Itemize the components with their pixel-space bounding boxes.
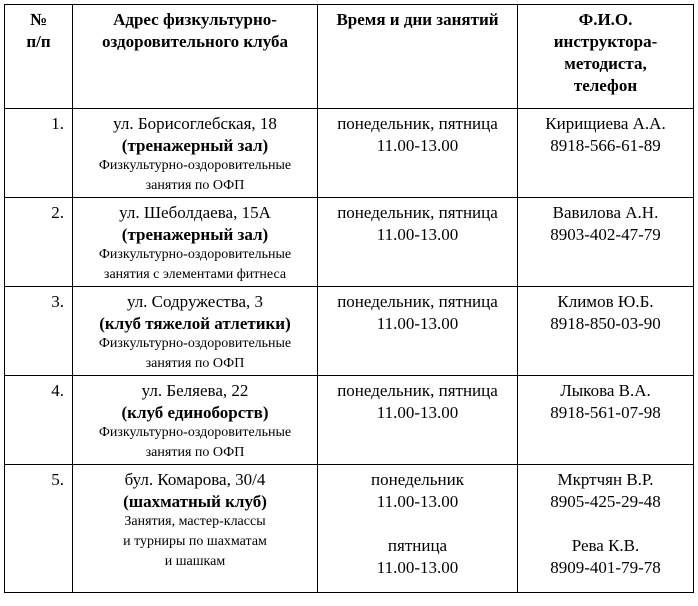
table-row	[5, 287, 694, 376]
table-row	[5, 465, 694, 593]
row-number: 5.	[5, 465, 73, 593]
table-row	[5, 198, 694, 287]
row-time: понедельник 11.00-13.00 пятница 11.00-13.00	[318, 465, 518, 593]
clubs-table	[4, 4, 694, 593]
table-row	[5, 109, 694, 198]
row-time: понедельник, пятница 11.00-13.00	[318, 198, 518, 287]
row-instructor: Лыкова В.А. 8918-561-07-98	[518, 376, 694, 465]
header-time: Время и дни занятий	[318, 5, 518, 109]
row-instructor: Вавилова А.Н. 8903-402-47-79	[518, 198, 694, 287]
table-header-row	[5, 5, 694, 109]
row-address: ул. Борисоглебская, 18 (тренажерный зал) Физкультурно-оздоровительные занятия по ОФП	[73, 109, 318, 198]
row-time: понедельник, пятница 11.00-13.00	[318, 109, 518, 198]
header-address: Адрес физкультурно- оздоровительного клуба	[73, 5, 318, 109]
row-time: понедельник, пятница 11.00-13.00	[318, 287, 518, 376]
row-instructor: Кирищиева А.А. 8918-566-61-89	[518, 109, 694, 198]
header-number: № п/п	[5, 5, 73, 109]
header-instructor: Ф.И.О. инструктора- методиста, телефон	[518, 5, 694, 109]
row-time: понедельник, пятница 11.00-13.00	[318, 376, 518, 465]
row-number: 3.	[5, 287, 73, 376]
table-row	[5, 376, 694, 465]
row-instructor: Мкртчян В.Р. 8905-425-29-48 Рева К.В. 8909-401-79-78	[518, 465, 694, 593]
row-number: 1.	[5, 109, 73, 198]
row-address: бул. Комарова, 30/4 (шахматный клуб) Занятия, мастер-классы и турниры по шахматам и шашкам	[73, 465, 318, 593]
row-instructor: Климов Ю.Б. 8918-850-03-90	[518, 287, 694, 376]
row-address: ул. Содружества, 3 (клуб тяжелой атлетики) Физкультурно-оздоровительные занятия по ОФП	[73, 287, 318, 376]
row-address: ул. Беляева, 22 (клуб единоборств) Физкультурно-оздоровительные занятия по ОФП	[73, 376, 318, 465]
row-address: ул. Шеболдаева, 15А (тренажерный зал) Физкультурно-оздоровительные занятия с элементами фитнеса	[73, 198, 318, 287]
row-number: 4.	[5, 376, 73, 465]
row-number: 2.	[5, 198, 73, 287]
